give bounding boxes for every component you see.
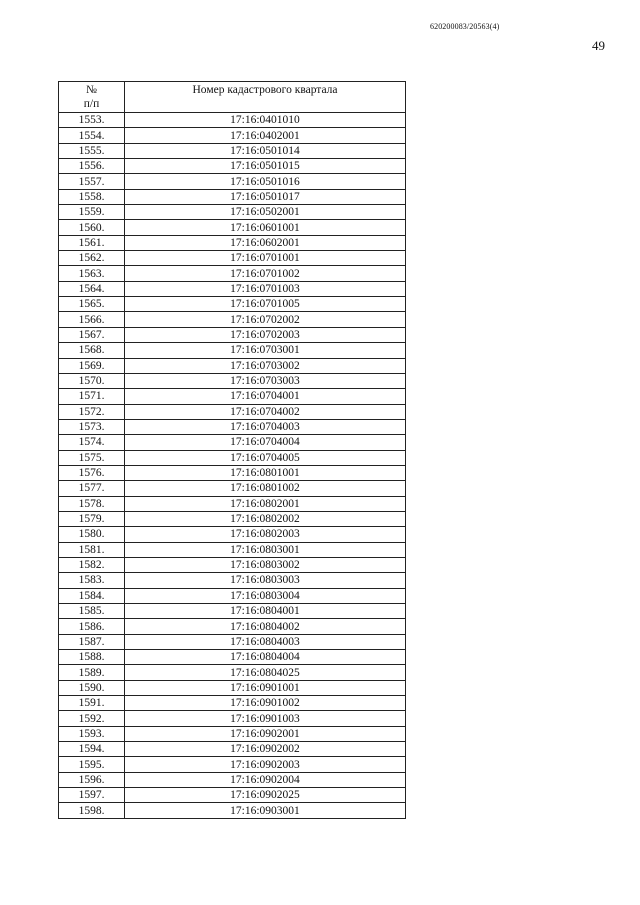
table-row [59, 465, 406, 480]
row-number-cell: 1581. [59, 542, 125, 557]
table-row [59, 542, 406, 557]
table-row [59, 450, 406, 465]
table-row [59, 220, 406, 235]
row-number-cell: 1593. [59, 726, 125, 741]
table-row [59, 281, 406, 296]
table-row [59, 251, 406, 266]
table-row [59, 235, 406, 250]
page-number: 49 [592, 38, 605, 53]
row-number-cell: 1569. [59, 358, 125, 373]
cadastral-code-cell: 17:16:0803003 [125, 573, 406, 588]
cadastral-code-cell: 17:16:0401010 [125, 113, 406, 128]
cadastral-code-cell: 17:16:0801001 [125, 465, 406, 480]
row-number-cell: 1560. [59, 220, 125, 235]
cadastral-code-cell: 17:16:0802003 [125, 527, 406, 542]
table-row [59, 711, 406, 726]
row-number-cell: 1564. [59, 281, 125, 296]
table-row [59, 174, 406, 189]
cadastral-code-cell: 17:16:0802001 [125, 496, 406, 511]
row-number-cell: 1598. [59, 803, 125, 818]
row-number-cell: 1567. [59, 327, 125, 342]
cadastral-code-cell: 17:16:0901003 [125, 711, 406, 726]
row-number-cell: 1559. [59, 205, 125, 220]
cadastral-code-cell: 17:16:0701003 [125, 281, 406, 296]
table-row [59, 266, 406, 281]
cadastral-code-cell: 17:16:0704003 [125, 419, 406, 434]
table-header-row [59, 82, 406, 113]
table-row [59, 435, 406, 450]
cadastral-code-cell: 17:16:0901001 [125, 680, 406, 695]
cadastral-code-cell: 17:16:0803004 [125, 588, 406, 603]
row-number-cell: 1574. [59, 435, 125, 450]
row-number-cell: 1589. [59, 665, 125, 680]
table-row [59, 373, 406, 388]
table-row [59, 634, 406, 649]
cadastral-code-cell: 17:16:0703002 [125, 358, 406, 373]
table-row [59, 588, 406, 603]
cadastral-code-cell: 17:16:0602001 [125, 235, 406, 250]
table-row [59, 205, 406, 220]
table-row [59, 189, 406, 204]
table-row [59, 419, 406, 434]
table-row [59, 496, 406, 511]
cadastral-code-cell: 17:16:0701001 [125, 251, 406, 266]
row-number-cell: 1566. [59, 312, 125, 327]
table-row [59, 650, 406, 665]
row-number-cell: 1594. [59, 742, 125, 757]
cadastral-code-cell: 17:16:0703003 [125, 373, 406, 388]
row-number-cell: 1570. [59, 373, 125, 388]
row-number-cell: 1554. [59, 128, 125, 143]
table-row [59, 742, 406, 757]
cadastral-code-cell: 17:16:0601001 [125, 220, 406, 235]
cadastral-code-cell: 17:16:0802002 [125, 511, 406, 526]
cadastral-code-cell: 17:16:0502001 [125, 205, 406, 220]
cadastral-code-cell: 17:16:0803002 [125, 557, 406, 572]
cadastral-code-cell: 17:16:0702002 [125, 312, 406, 327]
cadastral-code-cell: 17:16:0902025 [125, 788, 406, 803]
table-body [59, 113, 406, 819]
row-number-cell: 1557. [59, 174, 125, 189]
cadastral-code-cell: 17:16:0701002 [125, 266, 406, 281]
row-number-cell: 1584. [59, 588, 125, 603]
table-row [59, 327, 406, 342]
table-row [59, 696, 406, 711]
cadastral-code-cell: 17:16:0501017 [125, 189, 406, 204]
cadastral-code-cell: 17:16:0702003 [125, 327, 406, 342]
table-row [59, 726, 406, 741]
table-row [59, 527, 406, 542]
cadastral-code-cell: 17:16:0902001 [125, 726, 406, 741]
row-number-cell: 1588. [59, 650, 125, 665]
row-number-cell: 1577. [59, 481, 125, 496]
cadastral-code-cell: 17:16:0902002 [125, 742, 406, 757]
table-row [59, 511, 406, 526]
cadastral-code-cell: 17:16:0501015 [125, 159, 406, 174]
cadastral-code-cell: 17:16:0701005 [125, 297, 406, 312]
row-number-cell: 1583. [59, 573, 125, 588]
cadastral-code-cell: 17:16:0704004 [125, 435, 406, 450]
row-number-cell: 1579. [59, 511, 125, 526]
row-number-cell: 1595. [59, 757, 125, 772]
cadastral-code-cell: 17:16:0903001 [125, 803, 406, 818]
table-row [59, 788, 406, 803]
table-row [59, 297, 406, 312]
row-number-cell: 1571. [59, 389, 125, 404]
column-header-cadastral-code: Номер кадастрового квартала [125, 82, 406, 113]
cadastral-code-cell: 17:16:0704001 [125, 389, 406, 404]
table-row [59, 113, 406, 128]
row-number-cell: 1597. [59, 788, 125, 803]
table-row [59, 404, 406, 419]
cadastral-code-cell: 17:16:0704002 [125, 404, 406, 419]
column-header-number-symbol: № [86, 84, 97, 96]
table-row [59, 803, 406, 818]
table-row [59, 680, 406, 695]
cadastral-code-cell: 17:16:0402001 [125, 128, 406, 143]
column-header-number [59, 82, 125, 113]
table-row [59, 665, 406, 680]
cadastral-code-cell: 17:16:0501014 [125, 143, 406, 158]
row-number-cell: 1585. [59, 604, 125, 619]
row-number-cell: 1568. [59, 343, 125, 358]
table-row [59, 557, 406, 572]
cadastral-code-cell: 17:16:0804002 [125, 619, 406, 634]
cadastral-code-cell: 17:16:0801002 [125, 481, 406, 496]
cadastral-code-cell: 17:16:0804003 [125, 634, 406, 649]
cadastral-code-cell: 17:16:0803001 [125, 542, 406, 557]
table-row [59, 343, 406, 358]
table-row [59, 604, 406, 619]
row-number-cell: 1563. [59, 266, 125, 281]
table-row [59, 312, 406, 327]
row-number-cell: 1586. [59, 619, 125, 634]
table-row [59, 389, 406, 404]
cadastral-quarters-table [58, 81, 406, 819]
row-number-cell: 1575. [59, 450, 125, 465]
row-number-cell: 1555. [59, 143, 125, 158]
cadastral-code-cell: 17:16:0902004 [125, 772, 406, 787]
table-row [59, 573, 406, 588]
cadastral-code-cell: 17:16:0804001 [125, 604, 406, 619]
cadastral-code-cell: 17:16:0501016 [125, 174, 406, 189]
row-number-cell: 1572. [59, 404, 125, 419]
table-row [59, 481, 406, 496]
row-number-cell: 1591. [59, 696, 125, 711]
table-row [59, 143, 406, 158]
row-number-cell: 1576. [59, 465, 125, 480]
cadastral-code-cell: 17:16:0804004 [125, 650, 406, 665]
row-number-cell: 1556. [59, 159, 125, 174]
row-number-cell: 1573. [59, 419, 125, 434]
row-number-cell: 1590. [59, 680, 125, 695]
row-number-cell: 1553. [59, 113, 125, 128]
row-number-cell: 1582. [59, 557, 125, 572]
table-row [59, 757, 406, 772]
cadastral-code-cell: 17:16:0901002 [125, 696, 406, 711]
row-number-cell: 1558. [59, 189, 125, 204]
row-number-cell: 1580. [59, 527, 125, 542]
table-row [59, 772, 406, 787]
cadastral-code-cell: 17:16:0703001 [125, 343, 406, 358]
row-number-cell: 1596. [59, 772, 125, 787]
table-row [59, 159, 406, 174]
row-number-cell: 1561. [59, 235, 125, 250]
row-number-cell: 1562. [59, 251, 125, 266]
document-reference: 620200083/20563(4) [430, 22, 500, 31]
column-header-number-abbr: п/п [83, 98, 100, 110]
row-number-cell: 1592. [59, 711, 125, 726]
cadastral-code-cell: 17:16:0704005 [125, 450, 406, 465]
row-number-cell: 1565. [59, 297, 125, 312]
row-number-cell: 1587. [59, 634, 125, 649]
cadastral-code-cell: 17:16:0902003 [125, 757, 406, 772]
table-row [59, 128, 406, 143]
row-number-cell: 1578. [59, 496, 125, 511]
cadastral-code-cell: 17:16:0804025 [125, 665, 406, 680]
table-row [59, 619, 406, 634]
table-row [59, 358, 406, 373]
